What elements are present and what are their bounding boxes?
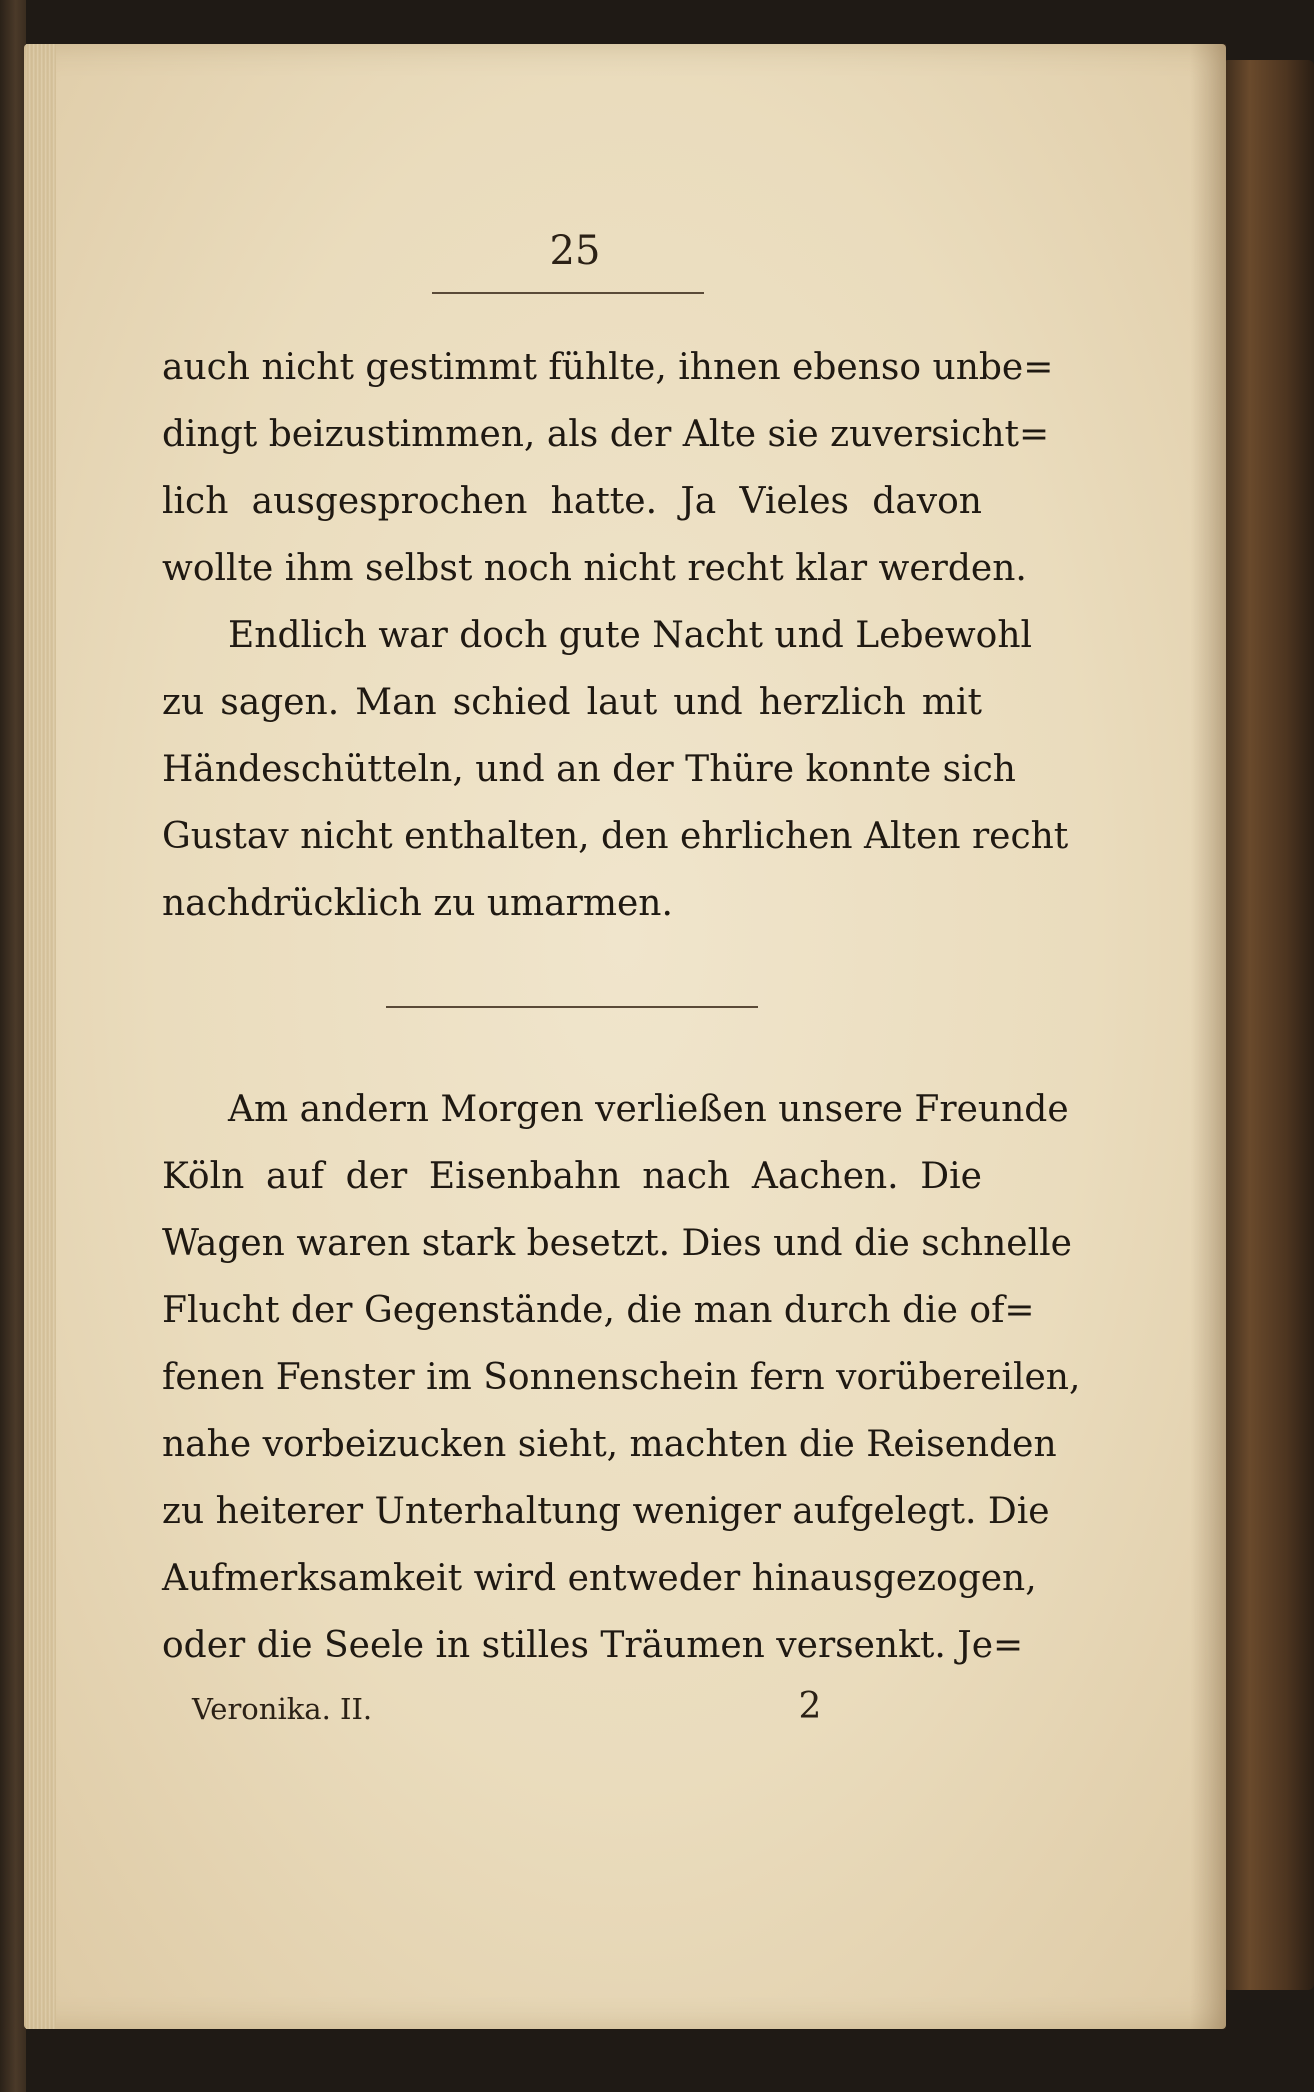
text-line: zu heiterer Unterhaltung weniger aufgelegt. Die <box>162 1491 1050 1532</box>
section-divider <box>386 1006 758 1008</box>
page-number: 25 <box>549 228 601 274</box>
text-line: zu sagen. Man schied laut und herzlich mit <box>162 682 982 723</box>
text-line: Aufmerksamkeit wird entweder hinausgezogen, <box>162 1558 1037 1599</box>
text-line: nachdrücklich zu umarmen. <box>162 883 673 924</box>
text-line: Köln auf der Eisenbahn nach Aachen. Die <box>162 1156 982 1197</box>
text-line: Wagen waren stark besetzt. Dies und die schnelle <box>162 1223 1072 1264</box>
footer-title: Veronika. II. <box>192 1692 373 1726</box>
header-rule <box>432 292 704 294</box>
text-line: auch nicht gestimmt fühlte, ihnen ebenso unbe= <box>162 347 1054 388</box>
text-line: dingt beizustimmen, als der Alte sie zuversicht= <box>162 414 1050 455</box>
text-line: Gustav nicht enthalten, den ehrlichen Alten recht <box>162 816 1069 857</box>
book-cover-left-edge <box>0 0 26 2092</box>
book-page <box>24 44 1226 2029</box>
text-line: Händeschütteln, und an der Thüre konnte sich <box>162 749 1016 790</box>
page-gutter-shadow <box>1190 44 1226 2029</box>
book-cover-right-edge <box>1222 60 1314 1990</box>
page-stack-edge <box>26 44 56 2029</box>
text-line: Endlich war doch gute Nacht und Lebewohl <box>228 615 1033 656</box>
text-line: Am andern Morgen verließen unsere Freunde <box>228 1089 1069 1130</box>
text-line: nahe vorbeizucken sieht, machten die Reisenden <box>162 1424 1057 1465</box>
text-line: oder die Seele in stilles Träumen versenkt. Je= <box>162 1625 1024 1666</box>
text-line: lich ausgesprochen hatte. Ja Vieles davon <box>162 481 982 522</box>
text-line: fenen Fenster im Sonnenschein fern vorübereilen, <box>162 1357 1081 1398</box>
text-line: Flucht der Gegenstände, die man durch die of= <box>162 1290 1035 1331</box>
signature-mark: 2 <box>798 1686 822 1727</box>
text-line: wollte ihm selbst noch nicht recht klar werden. <box>162 548 1027 589</box>
